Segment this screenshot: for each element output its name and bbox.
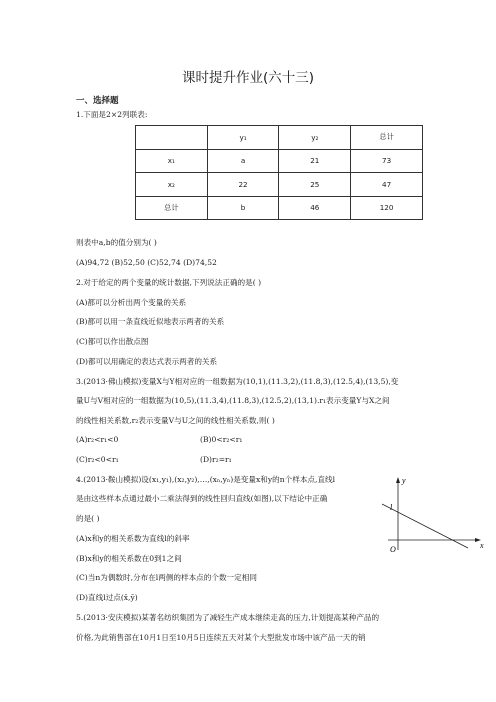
q3-option-a: (A)r₂<r₁<0 [76, 435, 119, 444]
q4-option-b: (B)x和y的相关系数在0到1之间 [76, 554, 182, 563]
y-axis-arrow-icon [396, 477, 400, 483]
table-cell [136, 126, 208, 150]
q4-line: 是由这些样本点通过最小二乘法得到的线性回归直线(如图),以下结论中正确 [76, 494, 328, 503]
q3-line: 量U与V相对应的一组数据为(10,5),(11.3,4),(11.8,3),(12.5,2),(13,1).r₁表示变量Y与X之间 [76, 396, 390, 405]
regression-figure [376, 474, 488, 556]
section-heading: 一、选择题 [76, 96, 119, 106]
q4-line: 的是( ) [76, 514, 100, 523]
origin-label: O [390, 545, 396, 554]
table-cell: 21 [279, 149, 351, 173]
q4-option-d: (D)直线l过点(x̄,ȳ) [76, 593, 138, 602]
line-label: l [390, 503, 393, 512]
table-cell: b [207, 196, 279, 220]
q1-options: (A)94,72 (B)52,50 (C)52,74 (D)74,52 [76, 258, 217, 267]
q3-line: 的线性相关系数,r₂表示变量V与U之间的线性相关系数,则( ) [76, 416, 275, 425]
q1-stem: 1.下面是2×2列联表: [76, 110, 148, 119]
table-row [136, 149, 423, 173]
table-header-row [136, 126, 423, 150]
table-cell: 120 [351, 196, 423, 220]
table-cell: 47 [351, 173, 423, 197]
table-cell: 25 [279, 173, 351, 197]
table-cell: 总计 [351, 126, 423, 150]
q2-option-c: (C)都可以作出散点图 [76, 337, 149, 346]
table-cell: y₂ [279, 126, 351, 150]
q5-line: 5.(2013·安庆模拟)某著名纺织集团为了减轻生产成本继续走高的压力,计划提高某种产品的 [76, 613, 380, 622]
contingency-table [135, 125, 423, 220]
q2-option-a: (A)都可以分析出两个变量的关系 [76, 298, 187, 307]
q2-option-d: (D)都可以用确定的表达式表示两者的关系 [76, 357, 218, 366]
q4-option-a: (A)x和y的相关系数为直线l的斜率 [76, 534, 190, 543]
table-cell: 46 [279, 196, 351, 220]
table-cell: x₁ [136, 149, 208, 173]
table-cell: a [207, 149, 279, 173]
table-cell: x₂ [136, 173, 208, 197]
table-row [136, 173, 423, 197]
table-cell: y₁ [207, 126, 279, 150]
q4-line: 4.(2013·鞍山模拟)设(x₁,y₁),(x₂,y₂),…,(xₙ,yₙ)是变量x和y的n个样本点,直线l [76, 475, 336, 484]
table-cell: 总计 [136, 196, 208, 220]
y-axis-label: y [402, 476, 406, 485]
q1-ask: 则表中a,b的值分别为( ) [76, 238, 157, 247]
q4-option-c: (C)当n为偶数时,分布在l两侧的样本点的个数一定相同 [76, 573, 257, 582]
regression-line [382, 504, 468, 548]
q3-option-b: (B)0<r₂<r₁ [200, 435, 243, 444]
q3-option-d: (D)r₂=r₁ [200, 455, 232, 464]
page-title: 课时提升作业(六十三) [181, 70, 315, 86]
table-cell: 73 [351, 149, 423, 173]
q2-stem: 2.对于给定的两个变量的统计数据,下列说法正确的是( ) [76, 278, 262, 287]
table-row [136, 196, 423, 220]
table-cell: 22 [207, 173, 279, 197]
q3-line: 3.(2013·佛山模拟)变量X与Y相对应的一组数据为(10,1),(11.3,2),(11.8,3),(12.5,4),(13,5),变 [76, 377, 399, 386]
q5-line: 价格,为此销售部在10月1日至10月5日连续五天对某个大型批发市场中该产品一天的销 [76, 633, 366, 642]
q3-option-c: (C)r₂<0<r₁ [76, 455, 119, 464]
q2-option-b: (B)都可以用一条直线近似地表示两者的关系 [76, 317, 225, 326]
x-axis-label: x [480, 541, 484, 550]
